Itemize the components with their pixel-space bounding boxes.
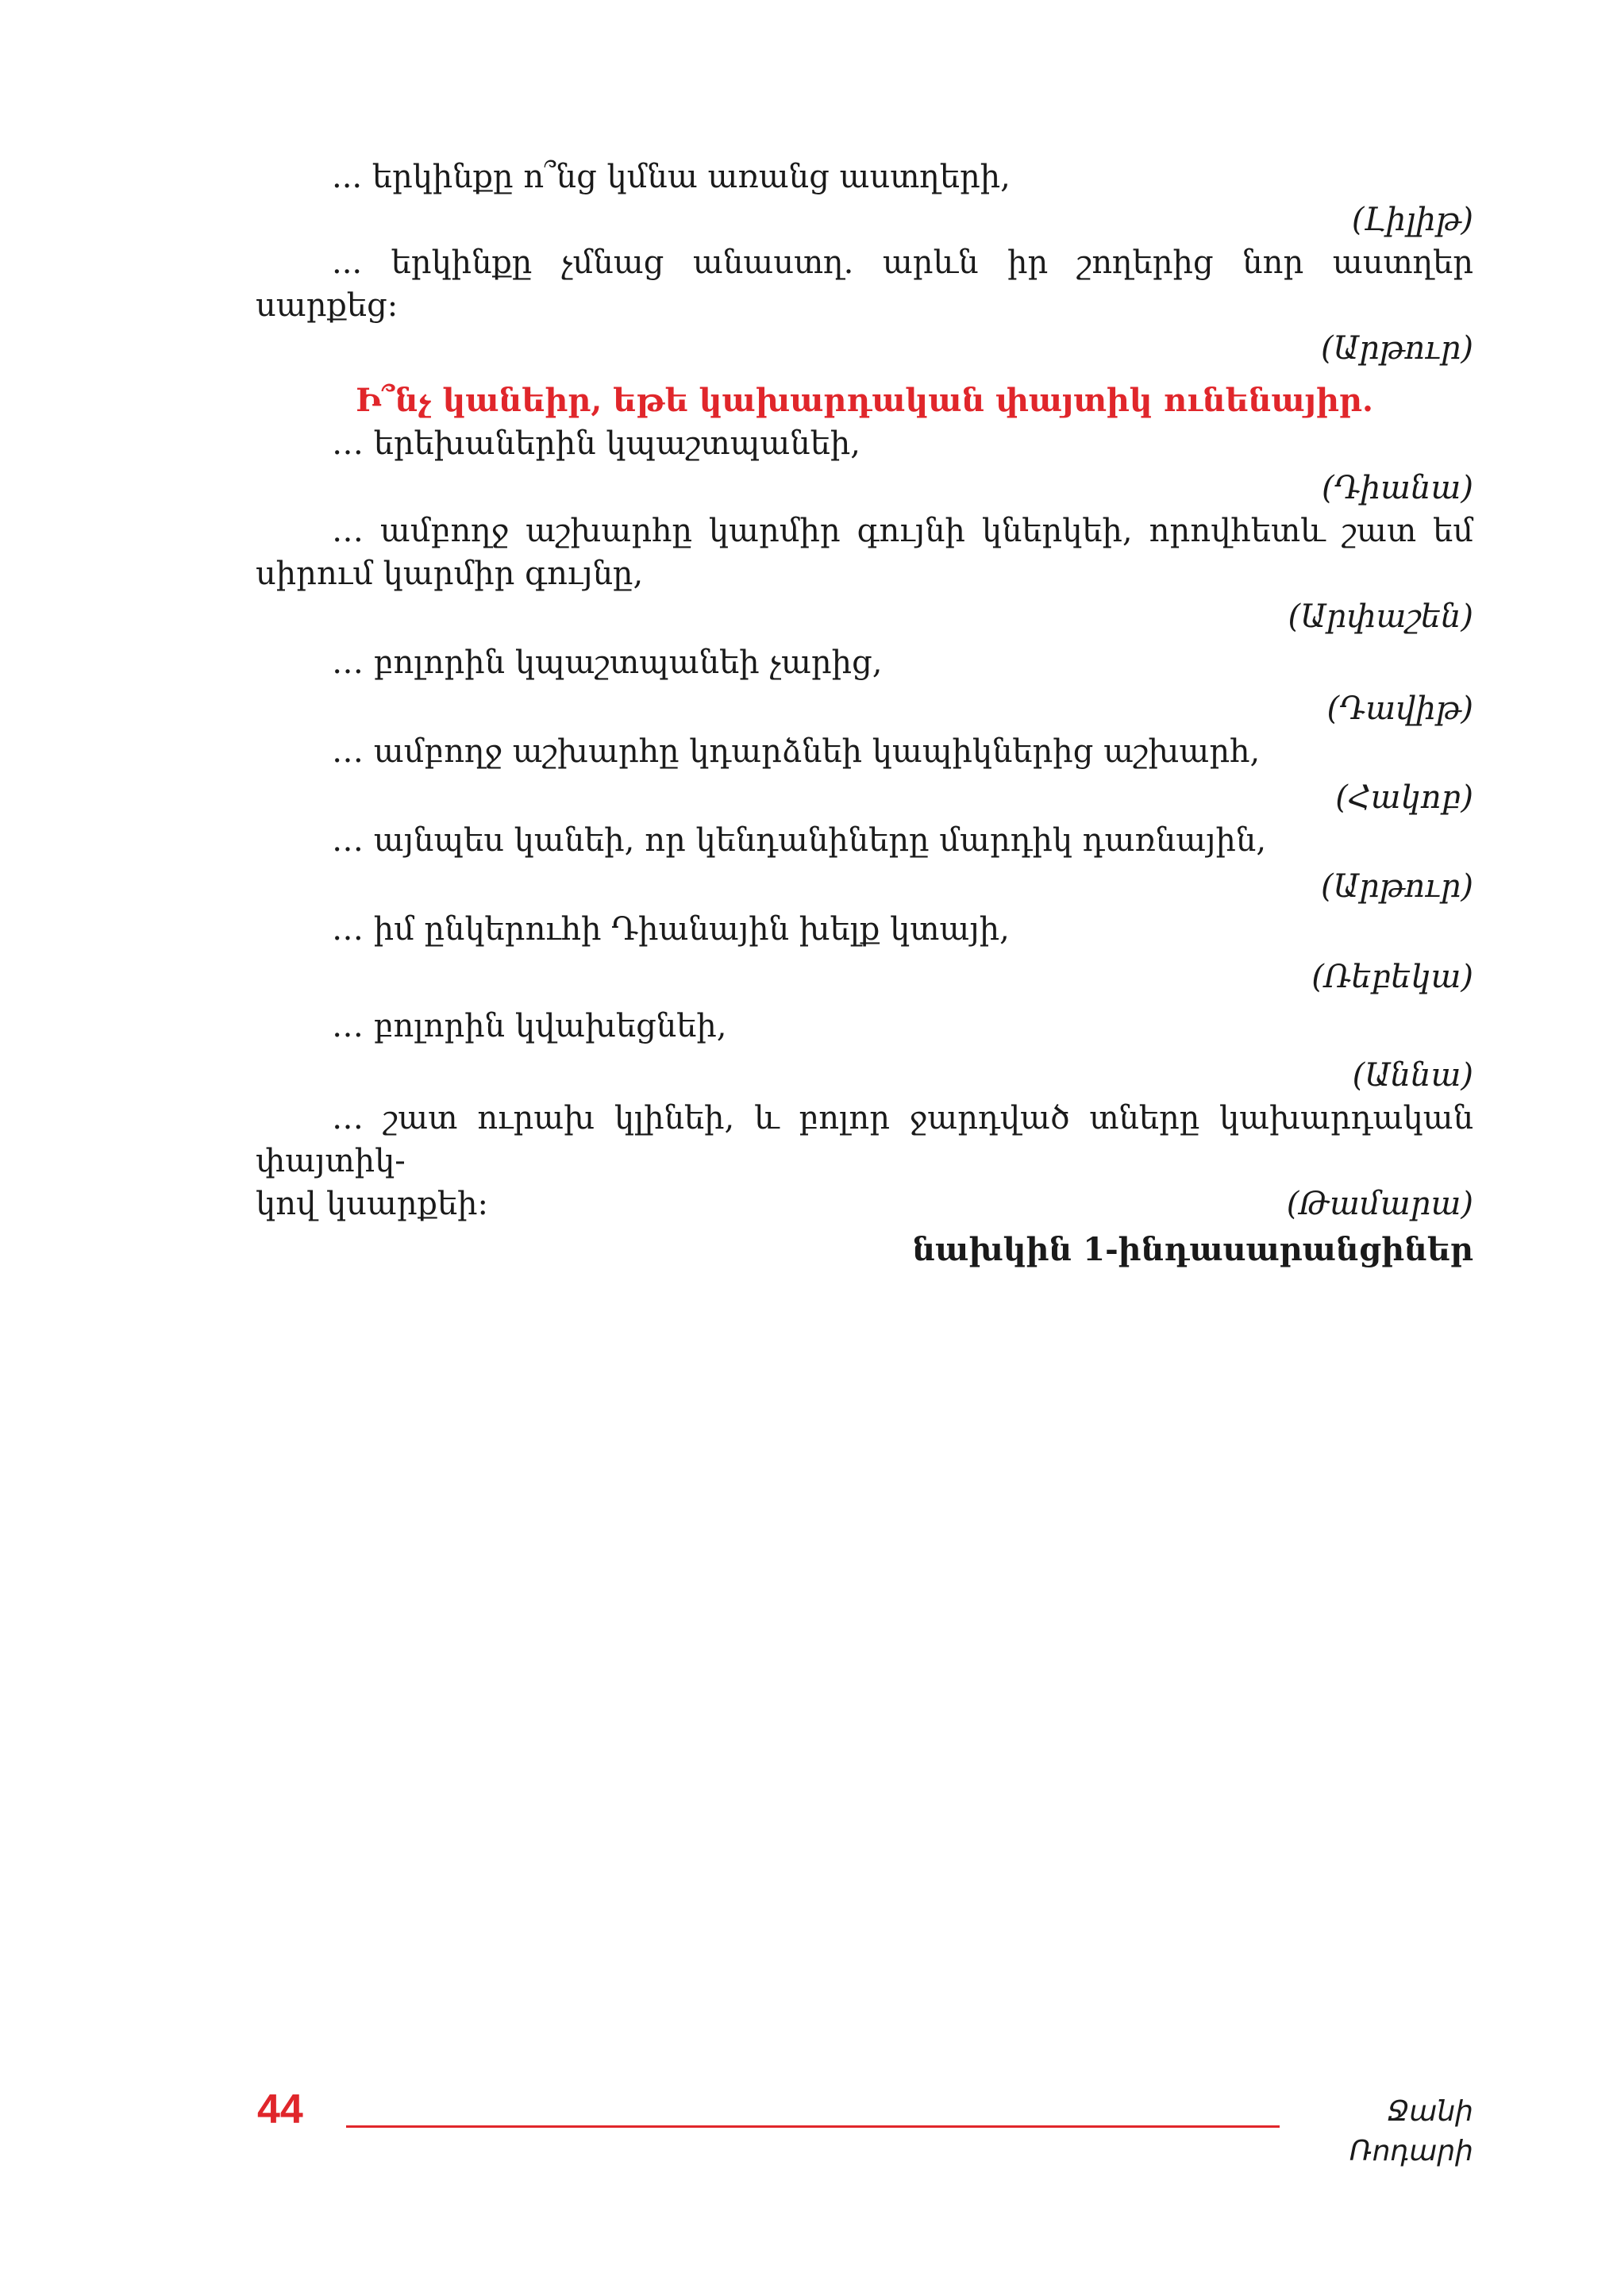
author-signature: (Ռեբեկա) (1311, 959, 1473, 995)
page-number: 44 (257, 2086, 303, 2133)
text-line: … շատ ուրախ կլինեի, և բոլոր ջարդված տները կախարդական փայտիկ- (256, 1100, 1473, 1179)
section-magic-wand (256, 379, 1473, 1271)
text-line: … երեխաներին կպաշտպանեի, (332, 425, 860, 462)
text-line: … ամբողջ աշխարհը կդարձնեի կապիկներից աշխարհ, (332, 733, 1261, 770)
author-signature: (Դիանա) (1321, 470, 1473, 506)
text-line: … ամբողջ աշխարհը կարմիր գույնի կներկեի, որովհետև շատ եմ սիրում կարմիր գույնը, (256, 513, 1473, 592)
credit-line: նախկին 1-ինդասարանցիներ (912, 1231, 1473, 1268)
author-signature: (Հակոբ) (1335, 779, 1473, 816)
text-line: … բոլորին կպաշտպանեի չարից, (332, 644, 883, 681)
author-signature: (Արթուր) (1320, 868, 1473, 905)
text-line: … իմ ընկերուհի Դիանային խելք կտայի, (332, 911, 1010, 948)
running-footer-title: Ջանի Ռոդարի (1349, 2095, 1473, 2167)
text-line: ... երկինքը չմնաց անաստղ. արևն իր շողերից նոր աստղեր սարքեց: (256, 244, 1473, 324)
author-signature: (Դավիթ) (1326, 690, 1473, 727)
text-line: … այնպես կանեի, որ կենդանիները մարդիկ դառնային, (332, 822, 1267, 859)
text-line: … բոլորին կվախեցնեի, (332, 1008, 727, 1044)
section-stars (256, 156, 1473, 370)
section-title: Ի՞նչ կանեիր, եթե կախարդական փայտիկ ունենայիր. (356, 382, 1373, 419)
last-line-row (256, 1183, 1473, 1225)
author-signature: (Աննա) (1352, 1057, 1473, 1094)
text-line: կով կսարքեի: (256, 1186, 488, 1222)
author-signature: (Լիլիթ) (1351, 202, 1473, 238)
author-signature: (Արթուր) (1320, 330, 1473, 367)
author-signature: (Թամարա) (1286, 1186, 1473, 1222)
text-line: ... երկինքը ո՞նց կմնա առանց աստղերի, (332, 159, 1011, 195)
footer-rule (346, 2125, 1280, 2128)
author-signature: (Արփաշեն) (1288, 598, 1473, 635)
